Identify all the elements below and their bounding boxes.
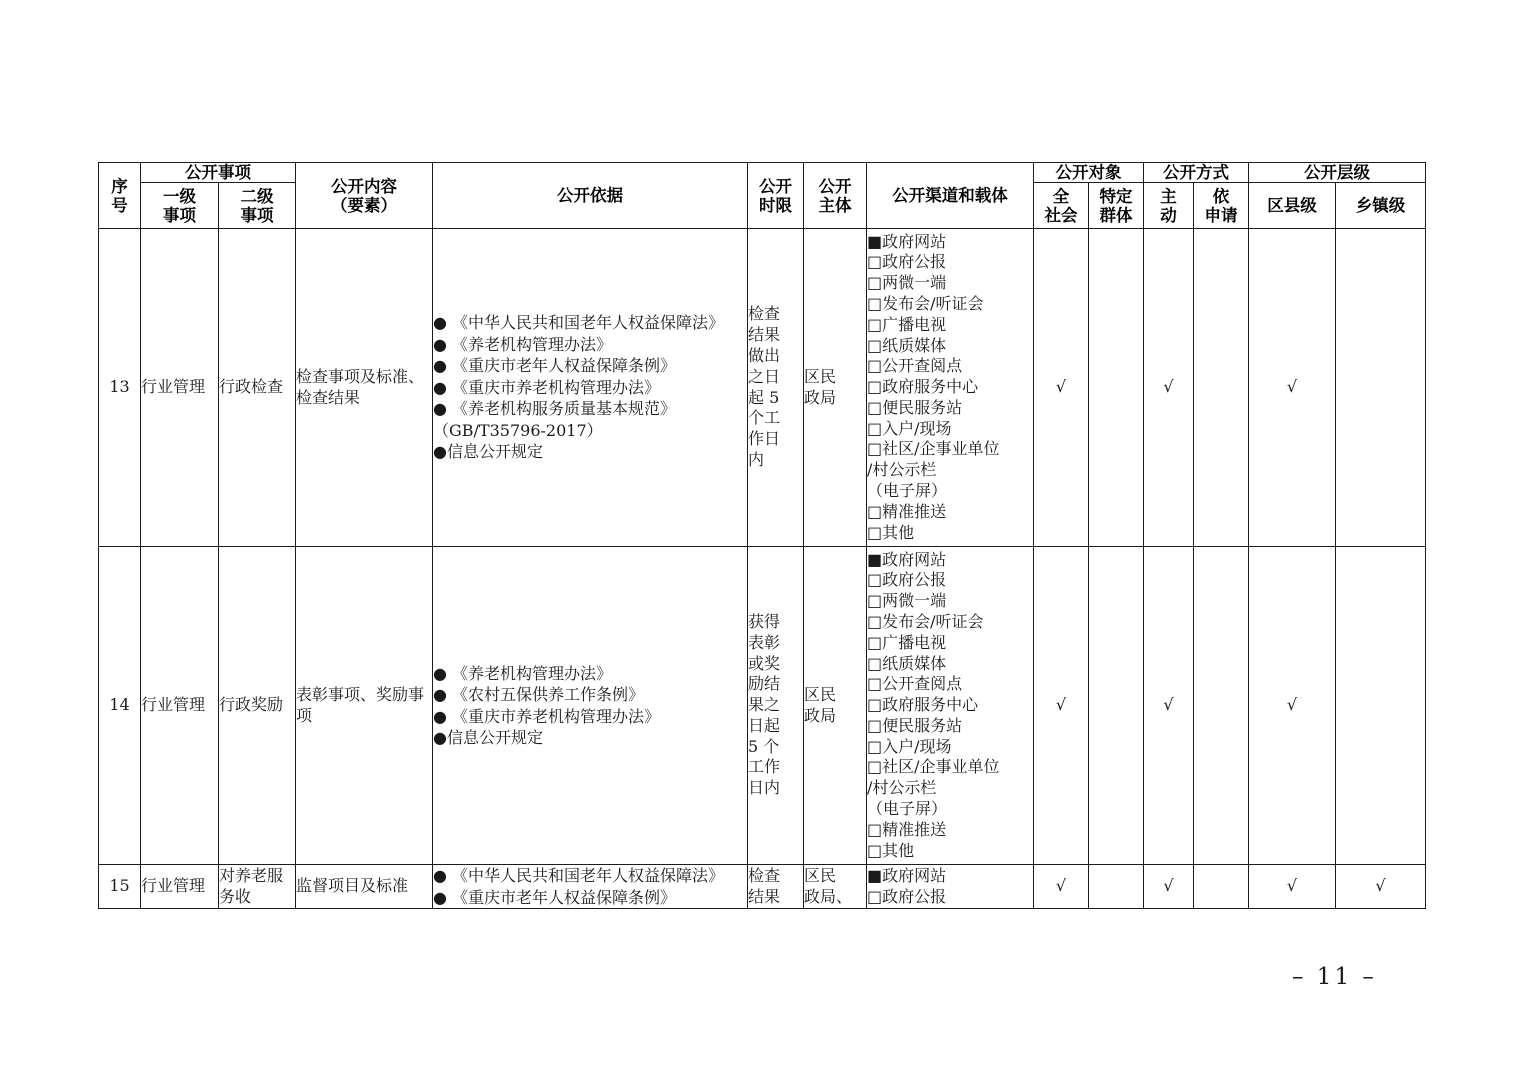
check-mode-request (1194, 865, 1249, 909)
basis-cell (433, 865, 748, 909)
text-line: □精准推送 (867, 501, 947, 521)
text-line: 申请 (1204, 205, 1238, 225)
text-line: ●信息公开规定 (433, 728, 543, 747)
text-line: ■政府网站 (867, 231, 947, 251)
level1-cell: 行业管理 (141, 547, 219, 865)
text-line: 公开内容 (331, 176, 397, 196)
table-row-15 (99, 865, 1426, 909)
check-mode-active: √ (1144, 865, 1194, 909)
header-level-town: 乡镇级 (1336, 183, 1426, 229)
subject-cell (804, 865, 867, 909)
check-level-town: √ (1336, 865, 1426, 909)
text-line: 特定 (1099, 186, 1133, 206)
text-line: 工作 (748, 757, 781, 777)
text-line: □广播电视 (867, 314, 947, 334)
text-line: 检查 (748, 304, 781, 324)
content-cell: 表彰事项、奖励事项 (296, 547, 433, 865)
text-line: 结果 (748, 325, 781, 345)
channels-cell (867, 547, 1034, 865)
text-line: 果之 (748, 695, 781, 715)
text-line: 5 个 (748, 736, 780, 756)
check-level-town (1336, 229, 1426, 547)
text-line: 日内 (748, 778, 781, 798)
subject-cell (804, 547, 867, 865)
header-level2 (219, 183, 296, 229)
text-line: □公开查阅点 (867, 674, 963, 694)
text-line: □广播电视 (867, 632, 947, 652)
header-basis: 公开依据 (433, 163, 748, 229)
text-line: ● 《中华人民共和国老年人权益保障法》 (433, 866, 725, 885)
text-line: （要素） (331, 195, 397, 215)
header-public-matters: 公开事项 (141, 163, 296, 183)
header-target-specific (1089, 183, 1144, 229)
header-time-limit (748, 163, 804, 229)
text-line: 获得 (748, 611, 781, 631)
check-level-county: √ (1249, 229, 1336, 547)
check-target-specific (1089, 547, 1144, 865)
header-mode-active (1144, 183, 1194, 229)
text-line: 公开 (818, 176, 852, 196)
text-line: 政局 (804, 387, 837, 407)
text-line: ■政府网站 (867, 865, 947, 885)
text-line: ● 《养老机构服务质量基本规范》 (433, 399, 677, 419)
text-line: 一级 (163, 186, 196, 206)
time-limit-cell (748, 865, 804, 909)
text-line: 社会 (1044, 205, 1078, 225)
text-line: 或奖 (748, 653, 781, 673)
check-level-county: √ (1249, 865, 1336, 909)
level1-cell: 行业管理 (141, 229, 219, 547)
text-line: 区民 (804, 684, 837, 704)
basis-cell (433, 229, 748, 547)
text-line: 作日 (748, 429, 781, 449)
text-line: 主体 (818, 195, 852, 215)
text-line: □政府公报 (867, 570, 947, 590)
text-line: ●信息公开规定 (433, 442, 543, 462)
level2-cell: 行政奖励 (219, 547, 296, 865)
text-line: ● 《重庆市老年人权益保障条例》 (433, 887, 677, 907)
text-line: ● 《中华人民共和国老年人权益保障法》 (433, 313, 725, 333)
check-target-all: √ (1034, 547, 1089, 865)
text-line: 政局 (804, 705, 837, 725)
text-line: 主 (1160, 186, 1177, 206)
text-line: 号 (111, 195, 128, 215)
header-content (296, 163, 433, 229)
text-line: □政府服务中心 (867, 695, 979, 715)
serial-cell: 13 (99, 229, 141, 547)
header-row-1 (99, 163, 1426, 183)
header-serial (99, 163, 141, 229)
text-line: □社区/企事业单位 (867, 757, 1000, 777)
text-line: 区民 (804, 865, 837, 885)
time-limit-cell (748, 229, 804, 547)
header-level-county: 区县级 (1249, 183, 1336, 229)
text-line: ● 《重庆市老年人权益保障条例》 (433, 356, 677, 376)
check-mode-active: √ (1144, 547, 1194, 865)
text-line: □其他 (867, 840, 915, 860)
text-line: □纸质媒体 (867, 335, 947, 355)
text-line: 区民 (804, 366, 837, 386)
text-line: 全 (1052, 186, 1070, 206)
text-line: □政府服务中心 (867, 377, 979, 397)
check-mode-active: √ (1144, 229, 1194, 547)
text-line: 日起 (748, 715, 781, 735)
text-line: 事项 (163, 205, 196, 225)
text-line: □其他 (867, 522, 915, 542)
check-level-county: √ (1249, 547, 1336, 865)
text-line: /村公示栏 (867, 778, 937, 798)
text-line: 起 5 (748, 387, 780, 407)
check-target-all: √ (1034, 865, 1089, 909)
text-line: ● 《农村五保供养工作条例》 (433, 685, 645, 704)
text-line: ● 《重庆市养老机构管理办法》 (433, 377, 661, 397)
page-number: – 11 – (1292, 964, 1377, 990)
text-line: □入户/现场 (867, 418, 952, 438)
text-line: 时限 (759, 195, 792, 215)
text-line: /村公示栏 (867, 460, 937, 480)
text-line: 二级 (240, 186, 274, 206)
check-level-town (1336, 547, 1426, 865)
text-line: （电子屏） (867, 799, 948, 819)
check-mode-request (1194, 229, 1249, 547)
header-target-all (1034, 183, 1089, 229)
header-subject (804, 163, 867, 229)
text-line: 动 (1160, 205, 1177, 225)
check-target-specific (1089, 229, 1144, 547)
channels-cell (867, 229, 1034, 547)
text-line: □两微一端 (867, 273, 947, 293)
header-level1 (141, 183, 219, 229)
text-line: 个工 (748, 408, 781, 428)
text-line: 群体 (1099, 205, 1133, 225)
text-line: 内 (748, 449, 765, 469)
text-line: （GB/T35796-2017） (433, 420, 603, 440)
text-line: □政府公报 (867, 886, 947, 906)
table-row-13 (99, 229, 1426, 547)
text-line: 做出 (748, 345, 781, 365)
text-line: ● 《养老机构管理办法》 (433, 334, 613, 354)
content-cell: 检查事项及标准、检查结果 (296, 229, 433, 547)
header-level-group: 公开层级 (1249, 163, 1426, 183)
channels-cell (867, 865, 1034, 909)
check-mode-request (1194, 547, 1249, 865)
subject-cell (804, 229, 867, 547)
text-line: 序 (111, 176, 128, 196)
content-cell: 监督项目及标准 (296, 865, 433, 909)
table-row-14 (99, 547, 1426, 865)
text-line: □纸质媒体 (867, 653, 947, 673)
text-line: 依 (1212, 186, 1230, 206)
time-limit-cell (748, 547, 804, 865)
level2-cell: 行政检查 (219, 229, 296, 547)
header-channels: 公开渠道和载体 (867, 163, 1034, 229)
text-line: 结果 (748, 886, 781, 906)
check-target-all: √ (1034, 229, 1089, 547)
text-line: □政府公报 (867, 252, 947, 272)
header-mode-group: 公开方式 (1144, 163, 1249, 183)
text-line: □入户/现场 (867, 736, 952, 756)
text-line: 励结 (748, 674, 781, 694)
text-line: □便民服务站 (867, 715, 963, 735)
text-line: □两微一端 (867, 591, 947, 611)
text-line: 之日 (748, 366, 781, 386)
text-line: 表彰 (748, 632, 781, 652)
text-line: 政局、 (804, 886, 853, 906)
level1-cell: 行业管理 (141, 865, 219, 909)
basis-cell (433, 547, 748, 865)
serial-cell: 15 (99, 865, 141, 909)
header-mode-request (1194, 183, 1249, 229)
text-line: □便民服务站 (867, 397, 963, 417)
check-target-specific (1089, 865, 1144, 909)
text-line: 检查 (748, 865, 781, 885)
text-line: □公开查阅点 (867, 356, 963, 376)
text-line: □发布会/听证会 (867, 293, 984, 313)
level2-cell: 对养老服务收 (219, 865, 296, 909)
text-line: ● 《重庆市养老机构管理办法》 (433, 706, 661, 726)
header-target-group: 公开对象 (1034, 163, 1144, 183)
text-line: □发布会/听证会 (867, 611, 984, 631)
text-line: （电子屏） (867, 481, 948, 501)
text-line: 事项 (240, 205, 274, 225)
serial-cell: 14 (99, 547, 141, 865)
text-line: □社区/企事业单位 (867, 439, 1000, 459)
text-line: 公开 (759, 176, 792, 196)
disclosure-table (98, 162, 1426, 909)
text-line: ■政府网站 (867, 549, 947, 569)
text-line: □精准推送 (867, 819, 947, 839)
text-line: ● 《养老机构管理办法》 (433, 663, 613, 683)
